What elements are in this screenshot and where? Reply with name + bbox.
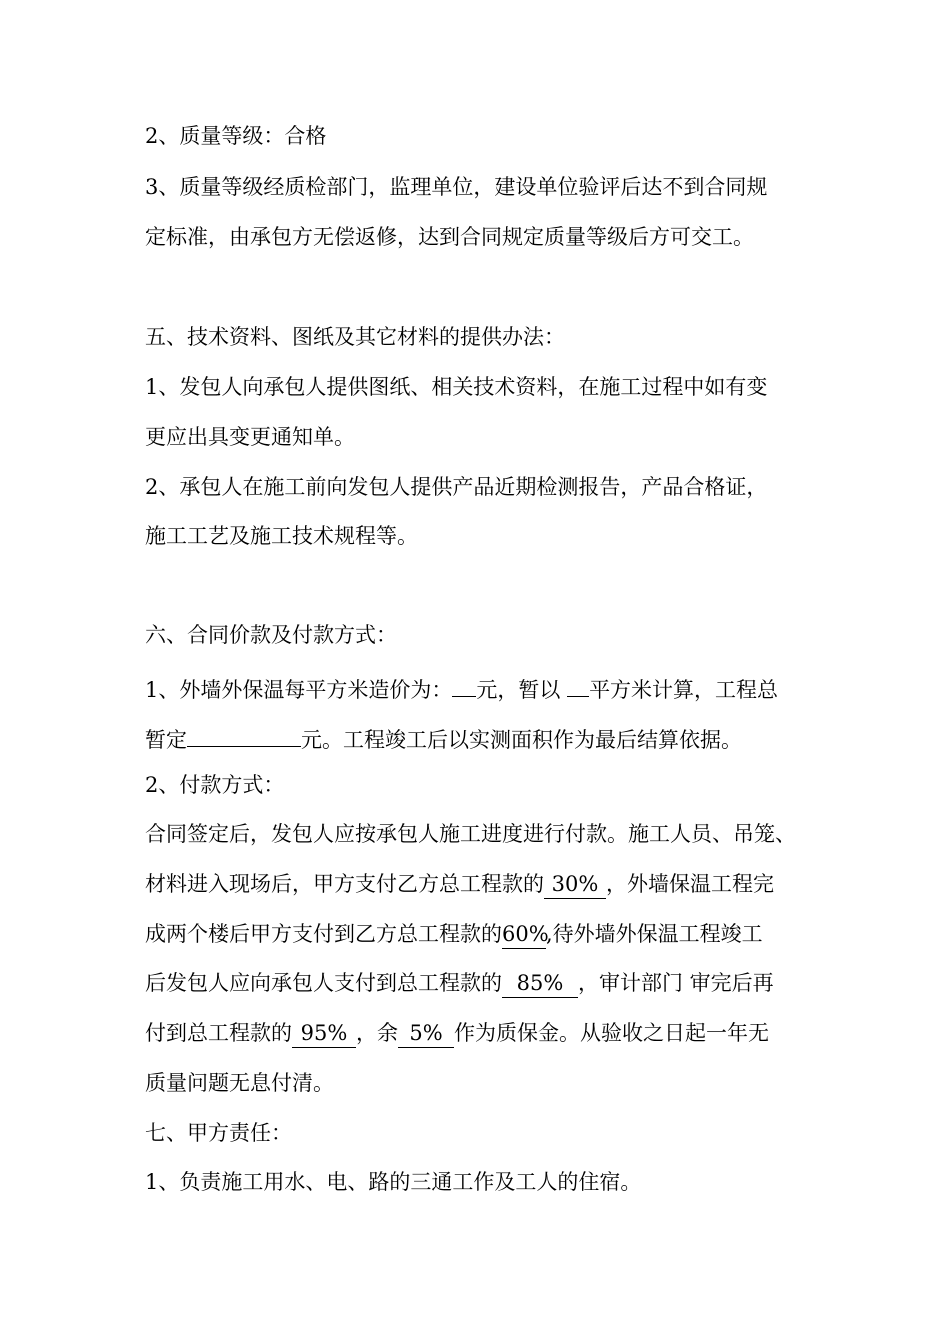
payment-85-blank[interactable]: 85% — [502, 971, 578, 998]
payment-label: 2、付款方式： — [145, 773, 285, 797]
quality-grade-line: 2、质量等级：合格 — [145, 124, 327, 148]
section5-item1-line2: 更应出具变更通知单。 — [145, 425, 355, 449]
quality-rework-line-2: 定标准，由承包方无偿返修，达到合同规定质量等级后方可交工。 — [145, 225, 754, 249]
section7-item1: 1、负责施工用水、电、路的三通工作及工人的住宿。 — [145, 1170, 642, 1194]
price-text-b: 元，暂以 — [476, 678, 568, 702]
payment-text: ，外墙保温工程完 — [606, 872, 774, 896]
price-line-2 — [145, 720, 742, 750]
price-text-c: 平方米计算，工程总 — [589, 678, 779, 702]
price-text-a: 1、外墙外保温每平方米造价为： — [145, 678, 453, 702]
payment-text: 成两个楼后甲方支付到乙方总工程款的 — [145, 922, 502, 946]
payment-text: ，余 — [356, 1021, 398, 1045]
payment-text: 材料进入现场后，甲方支付乙方总工程款的 — [145, 872, 544, 896]
payment-line-6: 质量问题无息付清。 — [145, 1071, 334, 1095]
section5-item2-line2: 施工工艺及施工技术规程等。 — [145, 524, 418, 548]
payment-60-blank[interactable]: 60% — [502, 922, 546, 949]
price-text-e: 元。工程竣工后以实测面积作为最后结算依据。 — [301, 728, 742, 752]
total-price-blank[interactable] — [187, 720, 301, 747]
unit-price-blank[interactable] — [452, 670, 476, 697]
section6-heading: 六、合同价款及付款方式： — [145, 623, 397, 647]
payment-text: 后发包人应向承包人支付到总工程款的 — [145, 971, 502, 995]
payment-line-1: 合同签定后，发包人应按承包人施工进度进行付款。施工人员、吊笼、 — [145, 822, 796, 846]
area-blank[interactable] — [567, 670, 589, 697]
payment-text: ，审计部门 审完后再 — [578, 971, 774, 995]
payment-95-blank[interactable]: 95% — [292, 1021, 356, 1048]
payment-text: 作为质保金。从验收之日起一年无 — [454, 1021, 769, 1045]
payment-text: ,待外墙外保温工程竣工 — [546, 922, 763, 946]
payment-line-5 — [145, 1018, 769, 1048]
quality-rework-line-1: 3、质量等级经质检部门，监理单位，建设单位验评后达不到合同规 — [145, 175, 768, 199]
section7-heading: 七、甲方责任： — [145, 1121, 292, 1145]
retention-5-blank[interactable]: 5% — [398, 1021, 454, 1048]
payment-line-2 — [145, 869, 774, 899]
payment-line-4 — [145, 968, 774, 998]
section5-heading: 五、技术资料、图纸及其它材料的提供办法： — [145, 325, 565, 349]
price-text-d: 暂定 — [145, 728, 187, 752]
payment-line-3 — [145, 919, 763, 949]
payment-30-blank[interactable]: 30% — [544, 872, 606, 899]
section5-item2-line1: 2、承包人在施工前向发包人提供产品近期检测报告，产品合格证， — [145, 475, 768, 499]
price-line-1 — [145, 670, 778, 700]
payment-text: 付到总工程款的 — [145, 1021, 292, 1045]
section5-item1-line1: 1、发包人向承包人提供图纸、相关技术资料，在施工过程中如有变 — [145, 375, 768, 399]
